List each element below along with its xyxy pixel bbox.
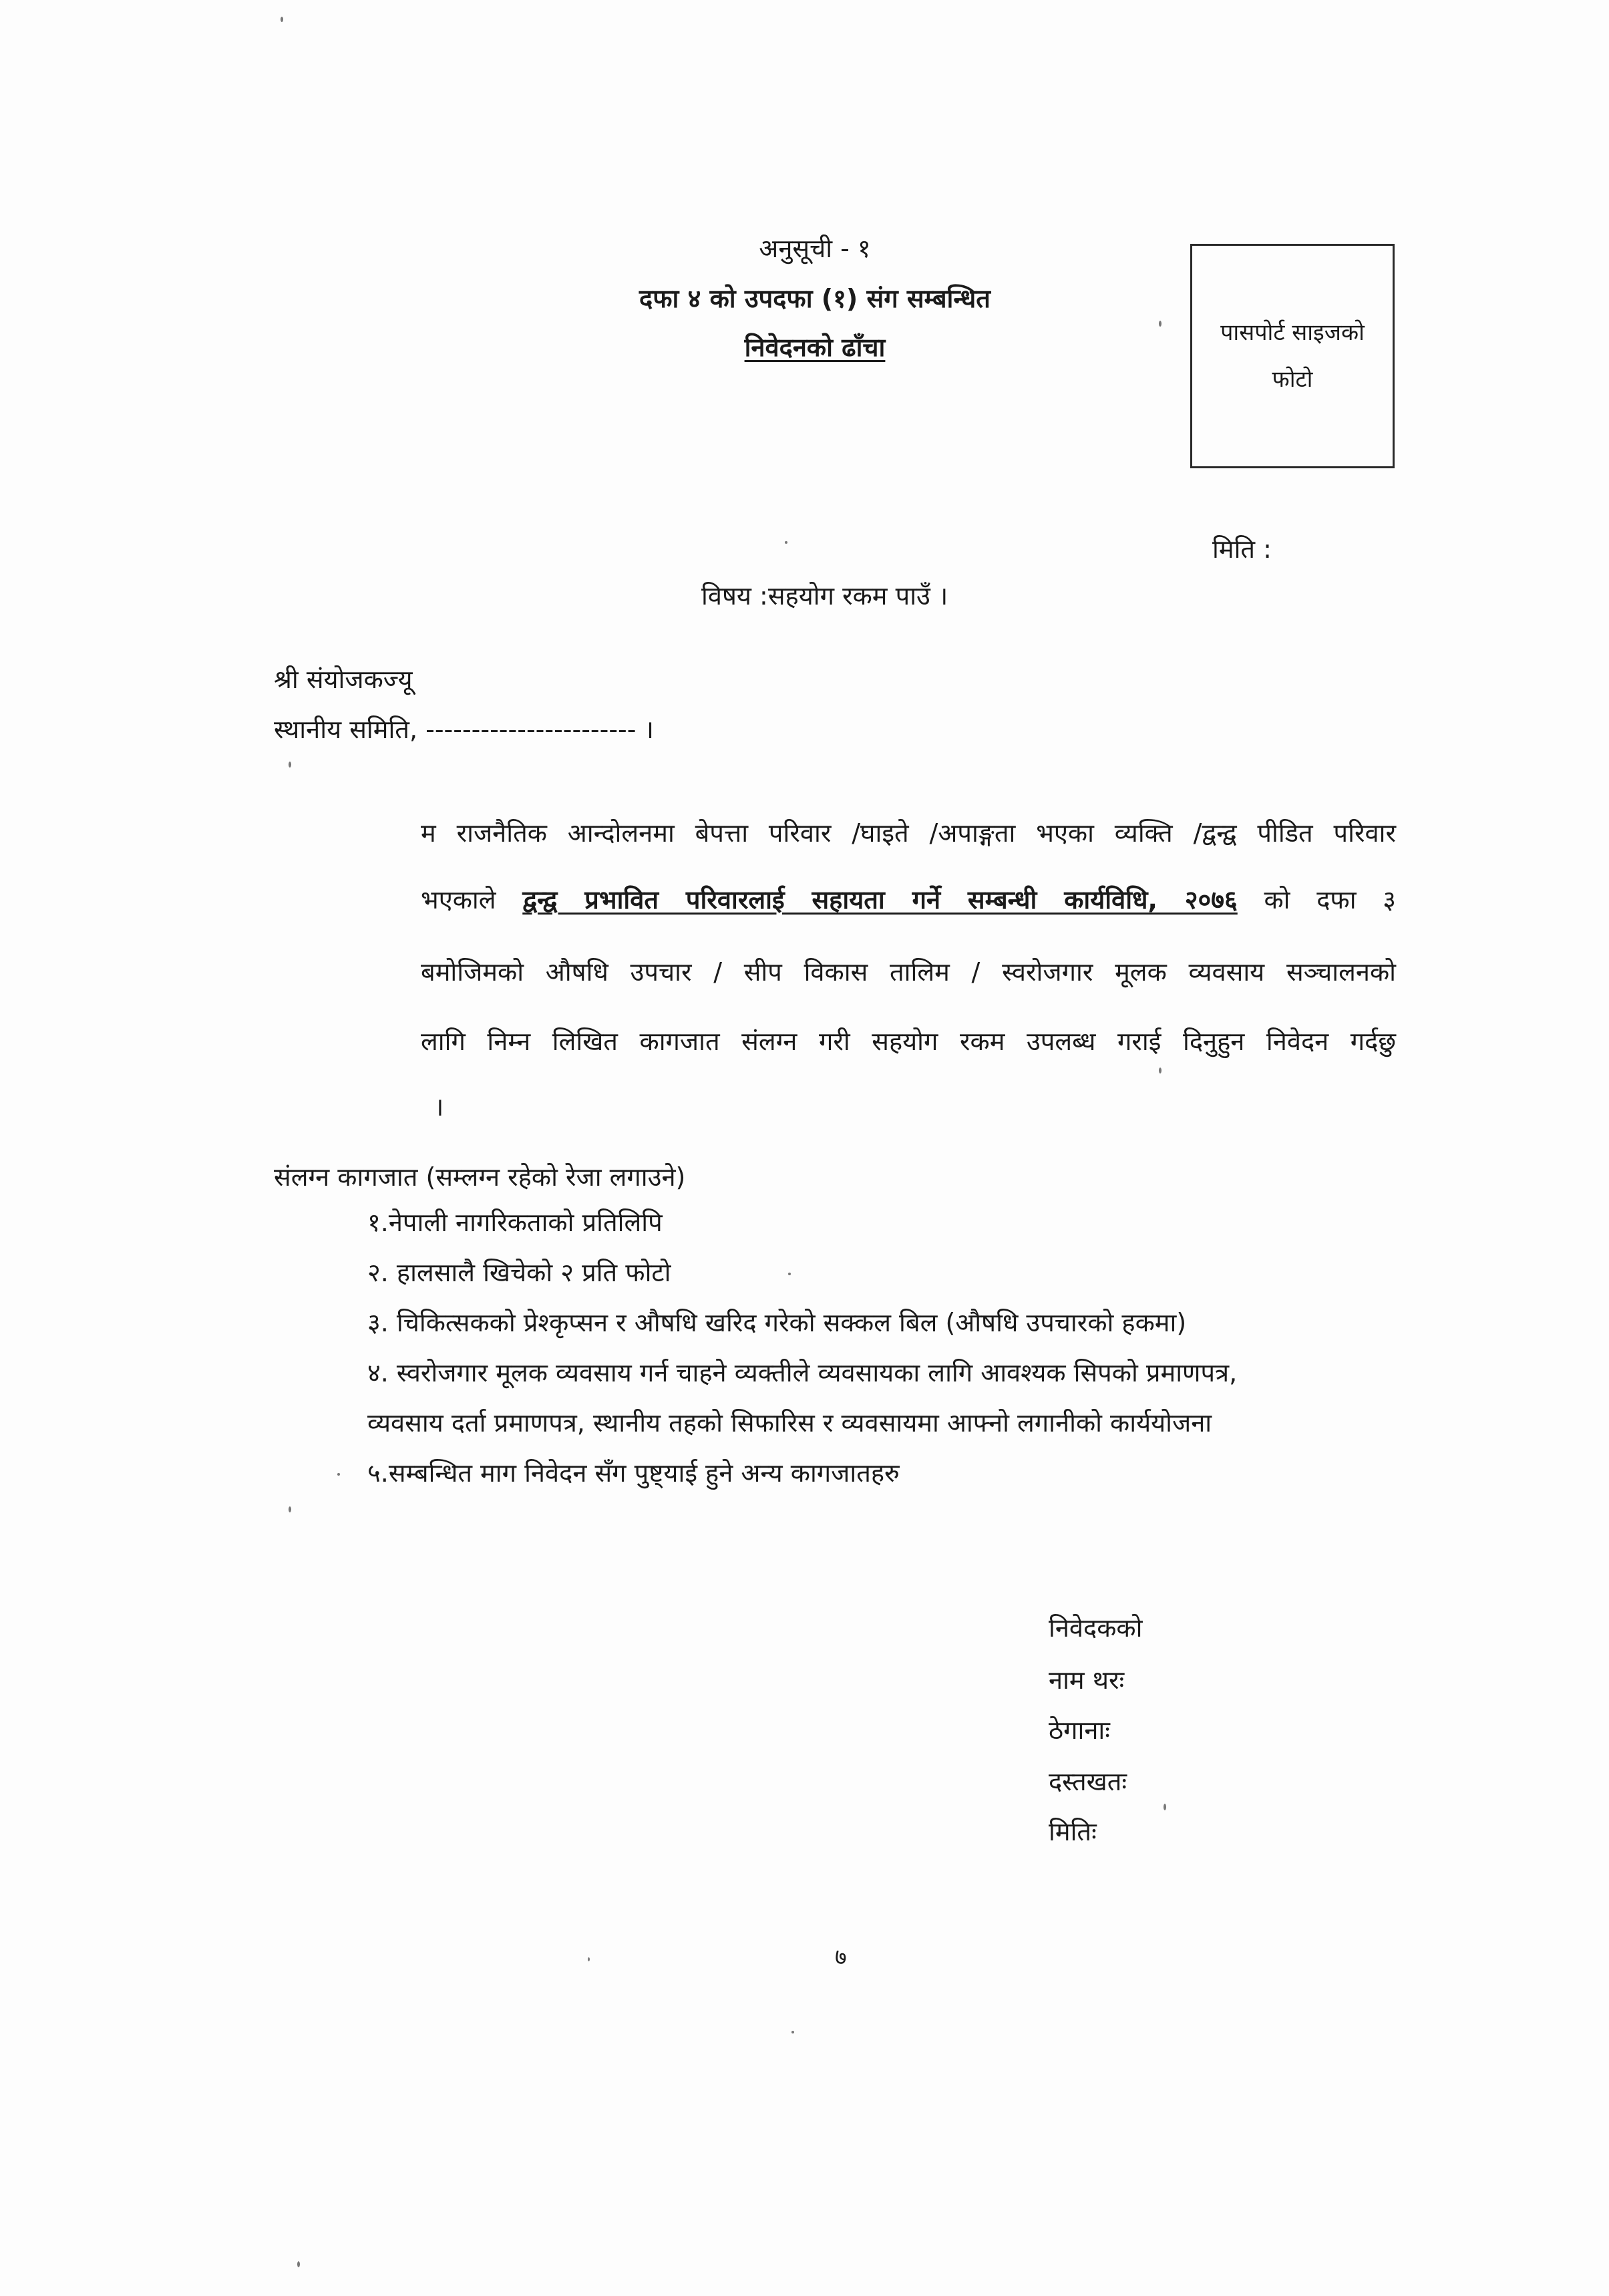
passport-photo-box: [1190, 244, 1395, 468]
scan-speck: [281, 17, 283, 22]
body-text: को दफा ३: [1264, 885, 1396, 915]
scan-speck: [791, 2031, 794, 2033]
addressee-committee: स्थानीय समिति, ----------------------- ।: [274, 715, 654, 744]
body-text: भएकाले: [421, 885, 496, 915]
photo-box-line2: फोटो: [1272, 366, 1313, 393]
scan-speck: [1159, 1068, 1161, 1074]
name-field-label: नाम थरः: [1049, 1665, 1125, 1695]
body-line: [421, 882, 1396, 917]
attachment-item-continued: व्यवसाय दर्ता प्रमाणपत्र, स्थानीय तहको सिफारिस र व्यवसायमा आफ्नो लगानीको कार्ययोजना: [367, 1408, 1212, 1438]
scan-speck: [588, 1957, 590, 1961]
scan-speck: [289, 762, 291, 768]
scan-speck: [337, 1473, 340, 1476]
applicant-label: निवेदकको: [1049, 1613, 1143, 1643]
clause-reference: दफा ४ को उपदफा (१) संग सम्बन्धित: [639, 284, 991, 313]
body-line: बमोजिमको औषधि उपचार / सीप विकास तालिम / स्वरोजगार मूलक व्यवसाय सञ्चालनको: [421, 957, 1396, 987]
attachment-item: ३. चिकित्सकको प्रेश्कृप्सन र औषधि खरिद गरेको सक्कल बिल (औषधि उपचारको हकमा): [367, 1308, 1187, 1337]
body-line: लागि निम्न लिखित कागजात संलग्न गरी सहयोग रकम उपलब्ध गराई दिनुहुन निवेदन गर्दछु: [421, 1027, 1396, 1056]
signature-field-label: दस्तखतः: [1049, 1767, 1127, 1796]
page-number: ७: [835, 1944, 847, 1971]
scan-speck: [297, 2261, 300, 2267]
scan-speck: [1164, 1804, 1166, 1810]
addressee-title: श्री संयोजकज्यू: [274, 665, 413, 694]
photo-box-line1: पासपोर्ट साइजको: [1220, 319, 1365, 346]
schedule-heading: अनुसूची - १: [759, 234, 871, 263]
date-field-label: मितिः: [1049, 1817, 1097, 1846]
attachment-item: १.नेपाली नागरिकताको प्रतिलिपि: [367, 1208, 663, 1237]
attachment-item: ५.सम्बन्धित माग निवेदन सँग पुष्ट्याई हुने अन्य कागजातहरु: [367, 1458, 900, 1488]
body-line-end: ।: [434, 1092, 444, 1122]
date-label: मिति :: [1212, 534, 1272, 564]
scan-speck: [788, 1273, 791, 1275]
form-title: निवेदनको ढाँचा: [744, 333, 886, 362]
attachment-item: २. हालसालै खिचेको २ प्रति फोटो: [367, 1258, 671, 1287]
scan-speck: [289, 1506, 291, 1512]
procedure-title: द्वन्द्व प्रभावित परिवारलाई सहायता गर्ने सम्बन्धी कार्यविधि, २०७६: [522, 885, 1238, 915]
body-line: म राजनैतिक आन्दोलनमा बेपत्ता परिवार /घाइते /अपाङ्गता भएका व्यक्ति /द्वन्द्व पीडित परिवार: [421, 818, 1396, 848]
subject-line: विषय :सहयोग रकम पाउँ ।: [701, 581, 948, 611]
address-field-label: ठेगानाः: [1049, 1715, 1110, 1745]
scan-speck: [1159, 321, 1161, 327]
scan-speck: [785, 541, 787, 544]
attachments-heading: संलग्न कागजात (सम्लग्न रहेको रेजा लगाउने): [274, 1162, 686, 1192]
attachment-item: ४. स्वरोजगार मूलक व्यवसाय गर्न चाहने व्यक्तीले व्यवसायका लागि आवश्यक सिपको प्रमाणपत्र,: [367, 1358, 1238, 1387]
